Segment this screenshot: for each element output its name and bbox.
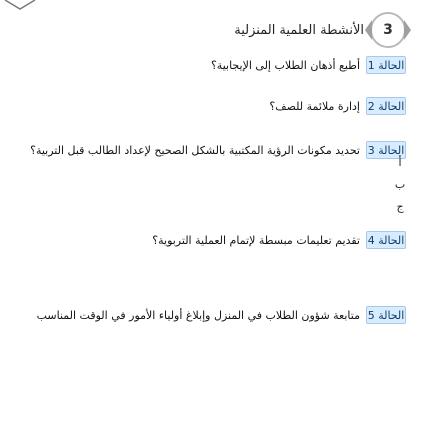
section-header <box>150 12 406 48</box>
question-item-4 <box>152 231 406 249</box>
section-title: الأنشطة العلمية المنزلية <box>234 22 364 38</box>
question-text: متابعة شؤون الطلاب في المنزل وإبلاغ أولياء الأمور في الوقت المناسب <box>36 308 360 322</box>
question-item-2 <box>269 97 406 115</box>
question-label-badge: الحالة 5 <box>366 306 406 324</box>
question-label-badge: الحالة 1 <box>366 56 406 74</box>
section-number-badge <box>370 12 406 48</box>
question-label-badge: الحالة 2 <box>366 97 406 115</box>
question-item-5 <box>36 306 406 324</box>
question-label-badge: الحالة 3 <box>366 141 406 159</box>
question-text: تحديد مكونات الرؤية المكتبية بالشكل الصحيح لإعداد الطالب قبل التربية؟ <box>30 143 360 157</box>
question-text: تقديم تعليمات مبسطة لإتمام العملية التربوية؟ <box>152 233 360 247</box>
question-label-badge: الحالة 4 <box>366 231 406 249</box>
corner-mark-icon <box>0 0 40 12</box>
question-text: أطبع أذهان الطلاب إلى الإيجابية؟ <box>210 58 360 72</box>
option-a: أ <box>398 156 402 169</box>
option-c: ج <box>396 200 404 213</box>
question-item-3 <box>30 141 406 159</box>
section-number: 3 <box>383 22 393 38</box>
option-b: ب <box>394 178 406 191</box>
question-text: إدارة ملائمة للصف؟ <box>269 99 360 113</box>
question-item-1 <box>210 56 406 74</box>
